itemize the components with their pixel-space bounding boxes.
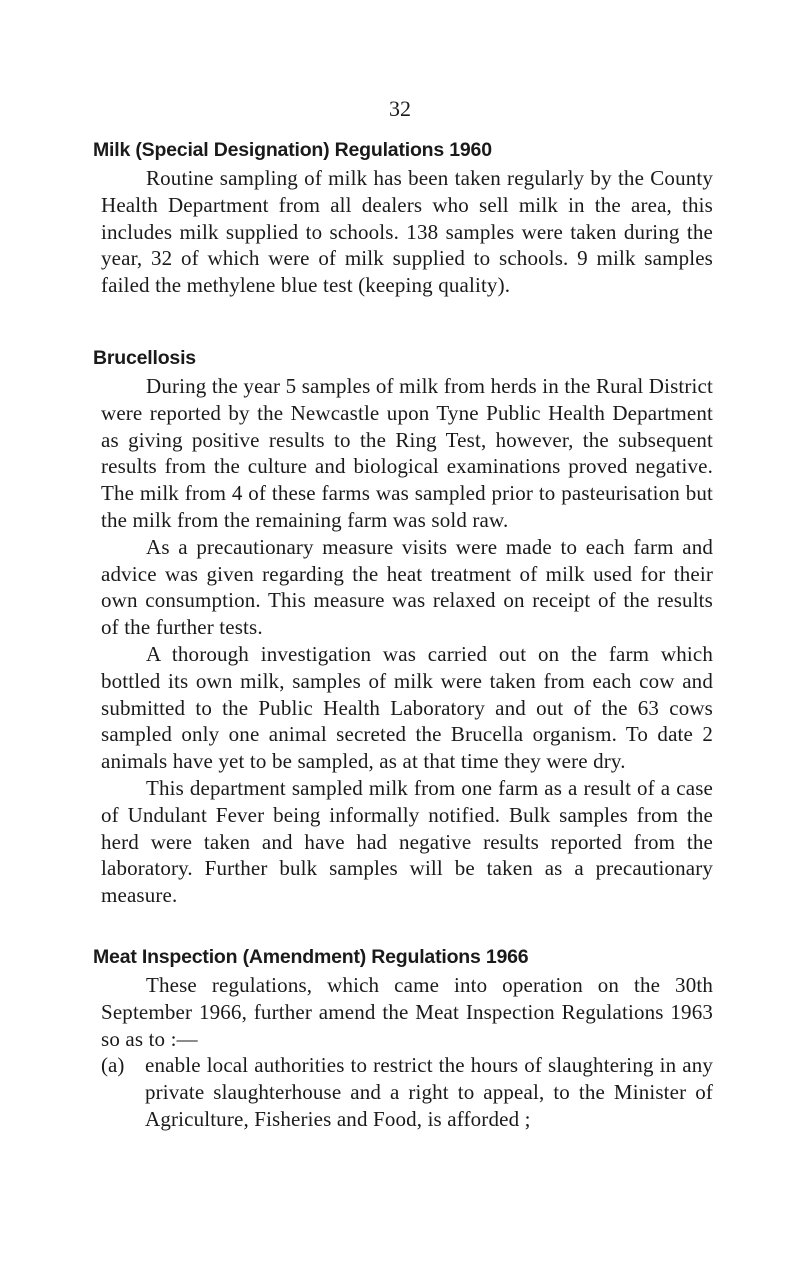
list-item-label: (a) xyxy=(101,1053,125,1078)
list-item-text: enable local authorities to restrict the hours of slaughtering in any private slaughterhouse and a right to appeal, to the Minister of Agriculture, Fisheries and Food, is afforded ; xyxy=(145,1053,713,1131)
section-meat-inspection xyxy=(93,944,713,1133)
section-heading: Meat Inspection (Amendment) Regulations 1966 xyxy=(93,946,529,968)
paragraph: Routine sampling of milk has been taken regularly by the County Health Department from all dealers who sell milk in the area, this includes milk supplied to schools. 138 samples were taken during the year, 32 of which were of milk supplied to schools. 9 milk samples failed the methylene blue test (keeping quality). xyxy=(101,166,713,298)
paragraph: A thorough investigation was carried out on the farm which bottled its own milk, samples of milk were taken from each cow and submitted to the Public Health Laboratory and out of the 63 cows sampled only one animal secreted the Brucella organism. To date 2 animals have yet to be sampled, as at that time they were dry. xyxy=(101,641,713,774)
list-item xyxy=(101,1052,713,1132)
section-brucellosis xyxy=(93,345,713,909)
page-number: 32 xyxy=(389,96,411,121)
section-milk-regulations xyxy=(93,137,713,299)
paragraph: As a precautionary measure visits were made to each farm and advice was given regarding the heat treatment of milk used for their own consumption. This measure was relaxed on receipt of the results of the further tests. xyxy=(101,534,713,640)
section-heading: Brucellosis xyxy=(93,347,196,369)
paragraph: During the year 5 samples of milk from herds in the Rural District were reported by the Newcastle upon Tyne Public Health Department as giving positive results to the Ring Test, however, the subsequent results from the culture and biological examinations proved negative. The milk from 4 of these farms was sampled prior to pasteurisation but the milk from the remaining farm was sold raw. xyxy=(101,374,713,532)
paragraph: This department sampled milk from one farm as a result of a case of Undulant Fever being informally notified. Bulk samples from the herd were taken and have had negative results reported from the laboratory. Further bulk samples will be taken as a precautionary measure. xyxy=(101,775,713,908)
section-heading: Milk (Special Designation) Regulations 1960 xyxy=(93,139,492,161)
paragraph: These regulations, which came into operation on the 30th September 1966, further amend the Meat Inspection Regulations 1963 so as to :— xyxy=(101,973,713,1051)
